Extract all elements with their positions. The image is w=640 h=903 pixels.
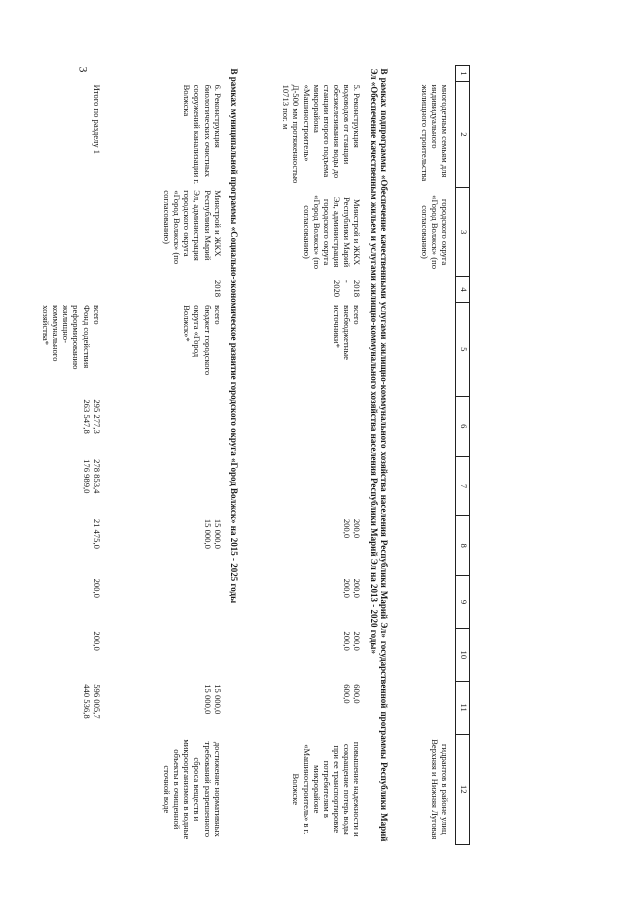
cell-value: 200,0 xyxy=(342,518,353,539)
cell-value: 15 000,0 xyxy=(212,684,223,715)
cell-text: всего xyxy=(212,305,223,325)
cell-values xyxy=(245,681,363,734)
cell-value: 600,0 xyxy=(342,684,353,704)
cell-value: 440 536,8 xyxy=(81,684,92,719)
cell-text: Фонд содействия реформированию жилищно-коммунального хозяйства* xyxy=(40,305,92,370)
header-cell: 2 xyxy=(456,82,470,188)
cell-value: 200,0 xyxy=(342,631,353,651)
cell-values xyxy=(0,516,116,576)
header-cell: 4 xyxy=(456,277,470,302)
cell-values xyxy=(245,516,363,576)
cell-text: 5. Реконструкция водоводов от станции обезжелезивания воды до станции второго подъема микрорайона «Машиностроитель» Д-500 мм протяженностью 10713 пог. м xyxy=(281,84,363,184)
cell-values xyxy=(0,628,116,681)
section-row xyxy=(224,66,246,845)
cell-source xyxy=(116,302,224,396)
header-cell: 12 xyxy=(456,734,470,844)
cell-value: 200,0 xyxy=(352,578,363,598)
header-cell: 7 xyxy=(456,456,470,516)
cell-text: Минстрой и ЖКХ Республики Марий Эл, администрация городского округа «Город Волжск» (по согласованию) xyxy=(301,195,363,270)
cell-text: Итого по разделу 1 xyxy=(91,84,102,155)
cell-values xyxy=(245,576,363,629)
table-row xyxy=(396,66,456,845)
cell-value: 15 000,0 xyxy=(202,684,213,715)
cell-text: всего xyxy=(352,305,363,325)
cell-text: Минстрой и ЖКХ Республики Марий Эл, администрация городского округа «Город Волжск» (по согласованию) xyxy=(161,190,223,265)
cell-text: достижение нормативных требований разрешенного сброса веществ и микроорганизмов в водные объекты в очищенной сточной воде xyxy=(161,739,223,840)
cell-value: 176 989,0 xyxy=(81,459,92,494)
header-cell: 3 xyxy=(456,187,470,277)
header-cell: 8 xyxy=(456,516,470,576)
table-row xyxy=(0,66,116,845)
cell-value: 21 475,0 xyxy=(91,518,102,549)
cell-value: 263 547,8 xyxy=(81,399,92,434)
page-number: 3 xyxy=(76,66,91,73)
table-row xyxy=(245,66,363,845)
cell-value: 278 853,4 xyxy=(91,459,102,494)
cell-value: 200,0 xyxy=(91,631,102,651)
table-row xyxy=(116,66,224,845)
cell-value: 200,0 xyxy=(352,631,363,651)
rotated-table-sheet xyxy=(40,65,470,845)
cell-value: 15 000,0 xyxy=(212,518,223,549)
cell-value: 295 277,3 xyxy=(91,399,102,434)
header-cell: 9 xyxy=(456,576,470,629)
cell-value: 200,0 xyxy=(91,578,102,598)
cell-value: 596 005,7 xyxy=(91,684,102,719)
cell-values xyxy=(0,456,116,516)
cell-text: бюджет городского округа «Город Волжск»* xyxy=(182,305,213,376)
cell-text: 2018 xyxy=(212,279,223,298)
cell-text: повышение надежности и сокращение потерь воды при ее транспортировке потребителям в микрорайоне «Машиностроитель» в г. Волжске xyxy=(291,741,363,837)
header-cell: 5 xyxy=(456,302,470,396)
header-cell: 10 xyxy=(456,628,470,681)
header-cell: 6 xyxy=(456,396,470,456)
cell-values xyxy=(245,628,363,681)
cell-text: многодетным семьям для индивидуального жилищного строительства xyxy=(419,84,450,182)
cell-value: 600,0 xyxy=(352,684,363,704)
header-cell: 1 xyxy=(456,66,470,82)
cell-values xyxy=(116,681,224,734)
section-row xyxy=(363,66,395,845)
cell-text: 6. Реконструкция биологических очистных сооружений канализации г. Волжска xyxy=(182,84,223,185)
cell-text: городского округа «Город Волжск» (по согласованию) xyxy=(419,195,450,270)
header-cell: 11 xyxy=(456,681,470,734)
cell-text: всего xyxy=(91,305,102,325)
cell-values xyxy=(0,576,116,629)
cell-value: 200,0 xyxy=(352,518,363,539)
cell-text: гидрантов в районе улиц Верхняя и Нижняя Луговая xyxy=(429,739,450,840)
data-table xyxy=(0,65,470,845)
cell-text: 2018 - 2020 xyxy=(332,279,363,298)
cell-value: 15 000,0 xyxy=(202,518,213,549)
cell-values xyxy=(116,516,224,576)
header-row xyxy=(456,66,470,845)
section-title: В рамках муниципальной программы «Социально-экономическое развитие городского округа «Город Волжск» на 2015 - 2025 годы xyxy=(229,68,240,604)
cell-source xyxy=(0,302,116,396)
cell-value: 200,0 xyxy=(342,578,353,598)
cell-source xyxy=(245,302,363,396)
section-title: В рамках подпрограммы «Обеспечение качественными услугами жилищно-коммунального хозяйства населения Республики Марий Эл» государственной программы Республики Марий Эл «Обеспечение качественным жильем и услугами жилищно-коммунального хозяйства населения Республики Марий Эл на 2013 - 2020 годы» xyxy=(368,68,390,842)
cell-values xyxy=(0,396,116,456)
cell-values xyxy=(0,681,116,734)
cell-text: внебюджетные источники* xyxy=(332,305,353,360)
